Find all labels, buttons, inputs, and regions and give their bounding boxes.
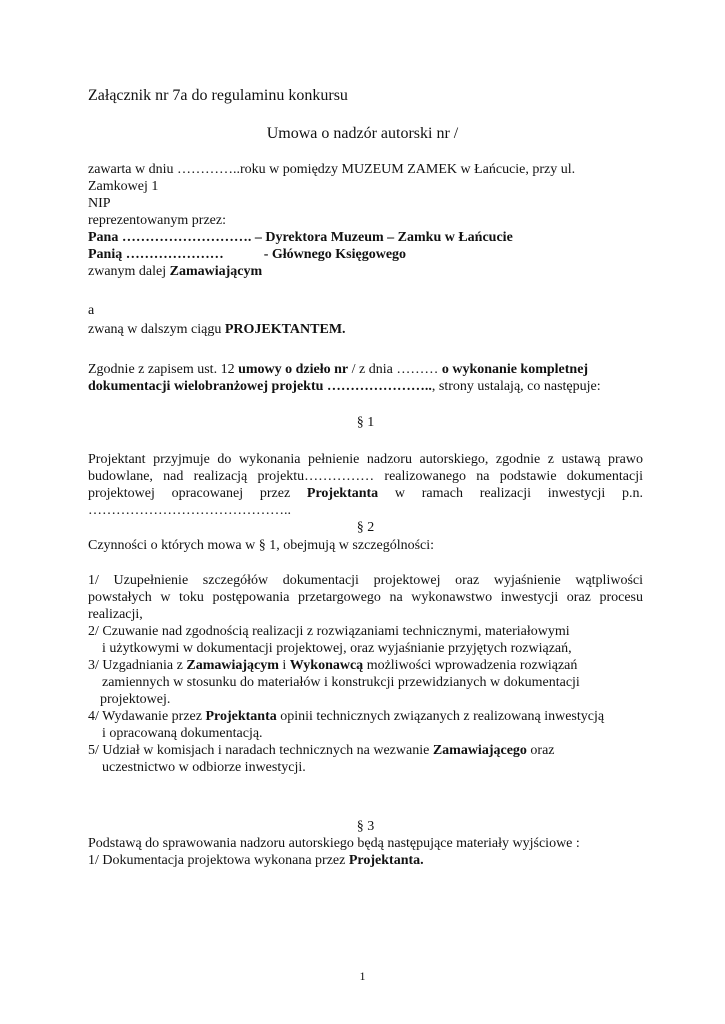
s1-line-3-text: projektowej opracowanej przez [88, 486, 307, 501]
intro-line-3: NIP [88, 196, 111, 211]
s2-item-3-text-2: i [278, 658, 290, 673]
s1-line-3-end: w ramach realizacji inwestycji p.n. [378, 486, 643, 501]
accountant-line [88, 246, 643, 263]
s1-line-4: …………………………………….. [88, 503, 291, 518]
intro-line-1: zawarta w dniu …………..roku w pomiędzy MUZEUM ZAMEK w Łańcucie, przy ul. [88, 162, 576, 177]
section-2-body [88, 537, 643, 776]
s2-item-1-line-2: powstałych w toku postępowania przetargowego na wykonawstwo inwestycji oraz procesu [88, 590, 643, 605]
basis-text-2: / z dnia ……… [348, 362, 442, 377]
page-number: 1 [359, 969, 366, 983]
director-line: Pana ………………………. – Dyrektora Muzeum – Zamku w Łańcucie [88, 230, 513, 245]
s3-intro: Podstawą do sprawowania nadzoru autorskiego będą następujące materiały wyjściowe : [88, 836, 580, 851]
s2-item-4-text-1: 4/ Wydawanie przez [88, 709, 206, 724]
s2-item-3-line-2: zamiennych w stosunku do materiałów i konstrukcji przewidzianych w dokumentacji [102, 675, 580, 690]
s2-item-3-line-1 [88, 657, 643, 674]
accountant-name: Panią ………………… [88, 247, 224, 262]
s2-ordering-party: Zamawiającym [186, 658, 279, 673]
basis-line-2 [88, 378, 643, 395]
ordering-party-term: Zamawiającym [169, 264, 263, 279]
party2-block [88, 302, 643, 338]
annex-heading: Załącznik nr 7a do regulaminu konkursu [88, 87, 348, 104]
designer-term: PROJEKTANTEM. [224, 322, 346, 337]
s2-item-1-line-1: 1/ Uzupełnienie szczegółów dokumentacji projektowej oraz wyjaśnienie wątpliwości [88, 573, 643, 588]
s2-item-1-line-3: realizacji, [88, 607, 143, 622]
section-3-heading: § 3 [356, 819, 375, 834]
section-1-body [88, 451, 643, 519]
s2-item-2-line-1: 2/ Czuwanie nad zgodnością realizacji z rozwiązaniami technicznymi, materiałowymi [88, 624, 570, 639]
party2-a: a [88, 303, 95, 318]
party2-line-text: zwaną w dalszym ciągu [88, 322, 225, 337]
basis-subject: o wykonanie kompletnej [441, 362, 589, 377]
contract-title: Umowa o nadzór autorski nr / [266, 125, 459, 142]
s2-ordering-party-2: Zamawiającego [432, 743, 527, 758]
section-2-heading: § 2 [356, 520, 375, 535]
s2-item-5-line-2: uczestnictwo w odbiorze inwestycji. [102, 760, 306, 775]
basis-text-1: Zgodnie z zapisem ust. 12 [88, 362, 239, 377]
s2-item-3-text-3: możliwości wprowadzenia rozwiązań [363, 658, 578, 673]
accountant-role: - Głównego Księgowego [263, 247, 407, 262]
s2-contractor: Wykonawcą [289, 658, 364, 673]
s1-line-1: Projektant przyjmuje do wykonania pełnienie nadzoru autorskiego, zgodnie z ustawą prawo [88, 452, 643, 467]
intro-line-7 [88, 263, 643, 280]
s2-item-3-line-3: projektowej. [100, 692, 171, 707]
s1-designer-term: Projektanta [306, 486, 379, 501]
intro-line-4: reprezentowanym przez: [88, 213, 226, 228]
spacer [88, 554, 643, 572]
s2-item-4-line-2: i opracowaną dokumentacją. [102, 726, 263, 741]
section-1-heading: § 1 [356, 415, 375, 430]
s1-line-2: budowlane, nad realizacją projektu…………… realizowanego na podstawie dokumentacji [88, 469, 643, 484]
section-3-body [88, 835, 643, 869]
s2-item-5-text-1: 5/ Udział w komisjach i naradach technicznych na wezwanie [88, 743, 433, 758]
intro-block [88, 161, 643, 280]
basis-block [88, 361, 643, 395]
basis-contract-ref: umowy o dzieło nr [238, 362, 349, 377]
basis-text-3: , strony ustalają, co następuje: [431, 379, 601, 394]
s2-designer-term: Projektanta [205, 709, 277, 724]
basis-project: dokumentacji wielobranżowej projektu ………………….. [88, 379, 432, 394]
intro-line-7-text: zwanym dalej [88, 264, 170, 279]
s3-designer-term: Projektanta. [348, 853, 424, 868]
s2-intro: Czynności o których mowa w § 1, obejmują w szczególności: [88, 538, 435, 553]
s2-item-5-line-1 [88, 742, 643, 759]
s3-item-1-text: 1/ Dokumentacja projektowa wykonana przez [88, 853, 349, 868]
s2-item-4-line-1 [88, 708, 643, 725]
s2-item-5-text-2: oraz [526, 743, 555, 758]
s2-item-4-text-2: opinii technicznych związanych z realizowaną inwestycją [276, 709, 605, 724]
s3-item-1 [88, 852, 643, 869]
party2-line [88, 321, 643, 338]
s2-item-2-line-2: i użytkowymi w dokumentacji projektowej, oraz wyjaśnianie przyjętych rozwiązań, [102, 641, 572, 656]
basis-line-1 [88, 361, 643, 378]
s1-line-3 [88, 485, 643, 502]
s2-item-3-text-1: 3/ Uzgadniania z [88, 658, 187, 673]
intro-line-2: Zamkowej 1 [88, 179, 159, 194]
